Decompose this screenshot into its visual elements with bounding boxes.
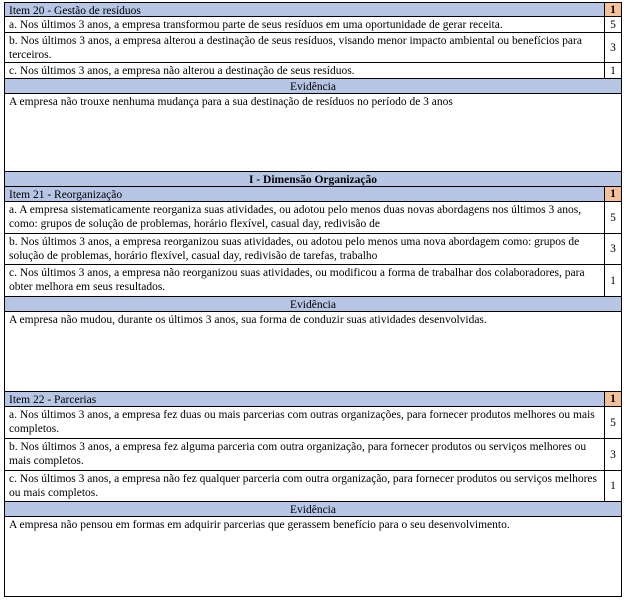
option-text: a. Nos últimos 3 anos, a empresa transformou parte de seus resíduos em uma oportunidade de gerar receita. (9, 19, 503, 31)
item21-score: 1 (604, 187, 621, 201)
option-text: c. Nos últimos 3 anos, a empresa não fez qualquer parceria com outra organização, para fornecer produtos ou serviços melhores ou mais completos. (9, 473, 597, 499)
item21-option-b (4, 234, 622, 265)
item22-header (4, 392, 622, 407)
item20-evidence-box (4, 94, 622, 172)
questionnaire-sheet (4, 2, 622, 597)
item21-option-c (4, 265, 622, 297)
item22-option-a (4, 407, 622, 439)
item20-option-b (4, 33, 622, 63)
item21-evidence-header (4, 297, 622, 312)
evidence-label: Evidência (290, 504, 336, 516)
item22-option-c (4, 471, 622, 502)
evidence-label: Evidência (290, 81, 336, 93)
option-text: a. Nos últimos 3 anos, a empresa fez duas ou mais parcerias com outras organizações, para fornecer produtos melhores ou mais completos. (9, 409, 595, 435)
item21-evidence-box (4, 312, 622, 392)
item22-score: 1 (604, 392, 621, 406)
item21-title: Item 21 - Reorganização (9, 189, 123, 201)
evidence-label: Evidência (290, 299, 336, 311)
item21-option-a (4, 202, 622, 234)
option-score: 3 (604, 234, 621, 264)
evidence-text: A empresa não trouxe nenhuma mudança para a sua destinação de resíduos no período de 3 anos (9, 96, 453, 108)
item20-score: 1 (604, 3, 621, 16)
dimension-header (4, 172, 622, 187)
item22-evidence-header (4, 502, 622, 517)
item20-header (4, 2, 622, 17)
option-score: 1 (604, 63, 621, 78)
evidence-text: A empresa não pensou em formas em adquirir parcerias que gerassem benefício para o seu desenvolvimento. (9, 519, 510, 531)
item20-option-c (4, 63, 622, 79)
item20-option-a (4, 17, 622, 33)
item22-option-b (4, 439, 622, 471)
option-score: 3 (604, 33, 621, 62)
dimension-title: I - Dimensão Organização (248, 174, 378, 186)
option-score: 3 (604, 439, 621, 470)
item21-header (4, 187, 622, 202)
option-text: b. Nos últimos 3 anos, a empresa reorganizou suas atividades, ou adotou pelo menos uma nova abordagem como: grupos de solução de problemas, horário flexível, casual day, redivisão de tarefas, trabalho (9, 236, 580, 262)
option-text: b. Nos últimos 3 anos, a empresa fez alguma parceria com outra organização, para fornecer produtos ou serviços melhores ou mais completos. (9, 441, 587, 467)
option-score: 1 (604, 471, 621, 501)
option-text: b. Nos últimos 3 anos, a empresa alterou a destinação de seus resíduos, visando menor impacto ambiental ou benefícios para terceiros. (9, 35, 582, 61)
option-score: 5 (604, 407, 621, 438)
option-text: a. A empresa sistematicamente reorganiza suas atividades, ou adotou pelo menos duas novas abordagens nos últimos 3 anos, como: grupos de solução de problemas, horário flexível, casual day, redivisão de (9, 204, 582, 230)
evidence-text: A empresa não mudou, durante os últimos 3 anos, sua forma de conduzir suas atividades desenvolvidas. (9, 314, 487, 326)
item22-title: Item 22 - Parcerias (9, 394, 97, 406)
item20-evidence-header (4, 79, 622, 94)
option-text: c. Nos últimos 3 anos, a empresa não alterou a destinação de seus resíduos. (9, 65, 355, 77)
option-score: 5 (604, 202, 621, 233)
option-text: c. Nos últimos 3 anos, a empresa não reorganizou suas atividades, ou modificou a forma de trabalhar dos colaboradores, para obter melhora em seus resultados. (9, 267, 585, 293)
item20-title: Item 20 - Gestão de resíduos (9, 5, 141, 17)
option-score: 1 (604, 265, 621, 296)
item22-evidence-box (4, 517, 622, 597)
option-score: 5 (604, 17, 621, 32)
